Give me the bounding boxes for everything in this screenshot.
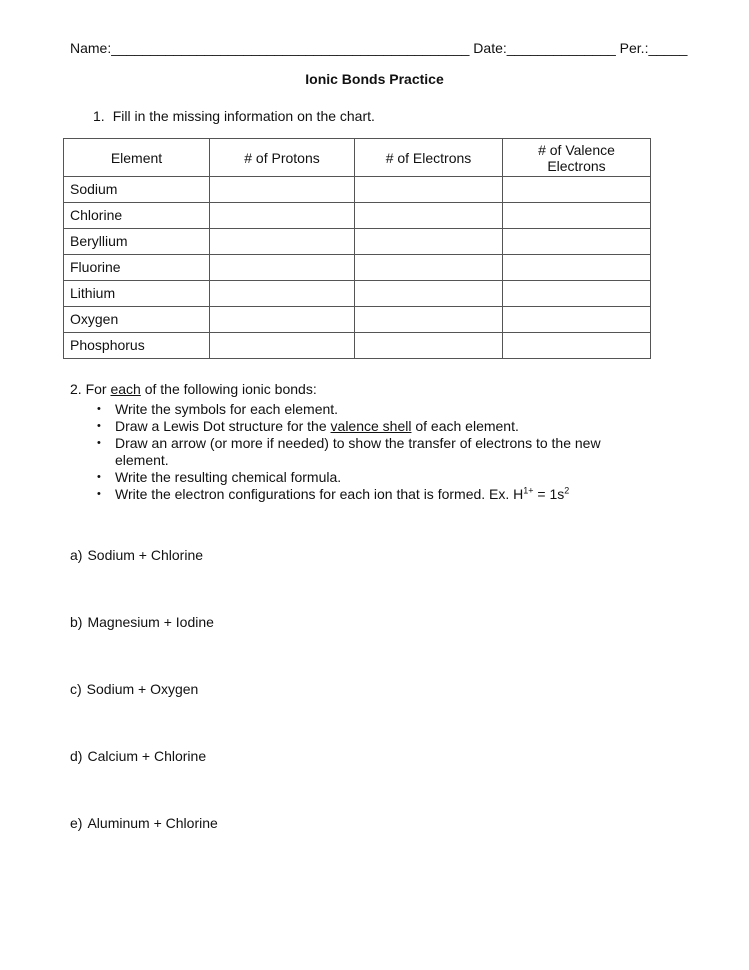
date-blank-line: ______________ (506, 40, 616, 56)
valence-cell-empty (503, 255, 651, 281)
instruction-text: Write the resulting chemical formula. (115, 469, 342, 485)
instruction-text: Write the electron configurations for each ion that is formed. Ex. H (115, 486, 524, 502)
problem-label: d) (70, 748, 83, 764)
bullet-icon: • (97, 437, 101, 449)
instruction-text: of each element. (411, 418, 519, 434)
table-row-fluorine (64, 255, 651, 281)
protons-cell-empty (210, 281, 355, 307)
table-row-oxygen (64, 307, 651, 333)
element-name-cell: Beryllium (64, 229, 210, 255)
bullet-icon: • (97, 488, 101, 500)
element-chart-header (64, 139, 651, 177)
element-chart-body (64, 177, 651, 359)
column-header-element: Element (64, 139, 210, 177)
instruction-list (95, 401, 650, 503)
electrons-cell-empty (355, 229, 503, 255)
element-chart-table (63, 138, 651, 359)
valence-cell-empty (503, 203, 651, 229)
instruction-item (95, 486, 650, 503)
instruction-item (95, 401, 650, 418)
superscript-ion-charge: 1+ (523, 485, 534, 496)
question-2-suffix: of the following ionic bonds: (140, 381, 317, 397)
valence-cell-empty (503, 333, 651, 359)
table-row-lithium (64, 281, 651, 307)
valence-cell-empty (503, 307, 651, 333)
bullet-icon: • (97, 420, 101, 432)
bullet-icon: • (97, 471, 101, 483)
header-row (64, 139, 651, 177)
instruction-item (95, 418, 650, 435)
instruction-text: Draw a Lewis Dot structure for the (115, 418, 331, 434)
problem-text: Aluminum + Chlorine (87, 815, 218, 831)
question-1-number: 1. (93, 108, 105, 124)
protons-cell-empty (210, 177, 355, 203)
problem-a (70, 547, 650, 564)
date-label: Date: (469, 40, 507, 56)
element-name-cell: Sodium (64, 177, 210, 203)
protons-cell-empty (210, 307, 355, 333)
problem-text: Calcium + Chlorine (87, 748, 207, 764)
element-name-cell: Oxygen (64, 307, 210, 333)
electrons-cell-empty (355, 177, 503, 203)
problem-list (70, 547, 650, 832)
instruction-text: Write the symbols for each element. (115, 401, 339, 417)
valence-cell-empty (503, 281, 651, 307)
valence-cell-empty (503, 177, 651, 203)
superscript-electron-count: 2 (564, 485, 570, 496)
element-name-cell: Fluorine (64, 255, 210, 281)
problem-label: e) (70, 815, 83, 831)
instruction-item (95, 469, 650, 486)
element-name-cell: Lithium (64, 281, 210, 307)
problem-e (70, 815, 650, 832)
question-2-prefix: 2. For (70, 381, 111, 397)
problem-label: a) (70, 547, 83, 563)
table-row-phosphorus (64, 333, 651, 359)
electrons-cell-empty (355, 281, 503, 307)
protons-cell-empty (210, 229, 355, 255)
electrons-cell-empty (355, 255, 503, 281)
protons-cell-empty (210, 333, 355, 359)
instruction-text: = 1s (533, 486, 565, 502)
problem-text: Sodium + Oxygen (86, 681, 199, 697)
worksheet-title: Ionic Bonds Practice (305, 71, 444, 87)
table-row-sodium (64, 177, 651, 203)
name-label: Name: (70, 40, 112, 56)
electrons-cell-empty (355, 333, 503, 359)
question-1-text: Fill in the missing information on the chart. (112, 108, 375, 124)
question-1 (70, 108, 650, 125)
column-header-valence-electrons: # of Valence Electrons (503, 139, 651, 177)
element-name-cell: Chlorine (64, 203, 210, 229)
instruction-underlined-text: valence shell (330, 418, 412, 434)
problem-label: b) (70, 614, 83, 630)
question-2 (70, 381, 650, 398)
column-header-protons: # of Protons (210, 139, 355, 177)
problem-text: Sodium + Chlorine (87, 547, 204, 563)
table-row-beryllium (64, 229, 651, 255)
problem-text: Magnesium + Iodine (87, 614, 214, 630)
protons-cell-empty (210, 203, 355, 229)
electrons-cell-empty (355, 203, 503, 229)
column-header-electrons: # of Electrons (355, 139, 503, 177)
electrons-cell-empty (355, 307, 503, 333)
problem-b (70, 614, 650, 631)
period-label: Per.: (615, 40, 649, 56)
question-2-underlined-word: each (110, 381, 141, 397)
problem-c (70, 681, 650, 698)
name-blank-line: ______________________________________________ (111, 40, 470, 56)
element-name-cell: Phosphorus (64, 333, 210, 359)
problem-d (70, 748, 650, 765)
protons-cell-empty (210, 255, 355, 281)
name-date-per-row (70, 40, 688, 57)
problem-label: c) (70, 681, 82, 697)
valence-cell-empty (503, 229, 651, 255)
instruction-item (95, 435, 650, 469)
bullet-icon: • (97, 403, 101, 415)
table-row-chlorine (64, 203, 651, 229)
period-blank-line: _____ (648, 40, 688, 56)
instruction-text: Draw an arrow (or more if needed) to show the transfer of electrons to the new element. (115, 435, 601, 468)
